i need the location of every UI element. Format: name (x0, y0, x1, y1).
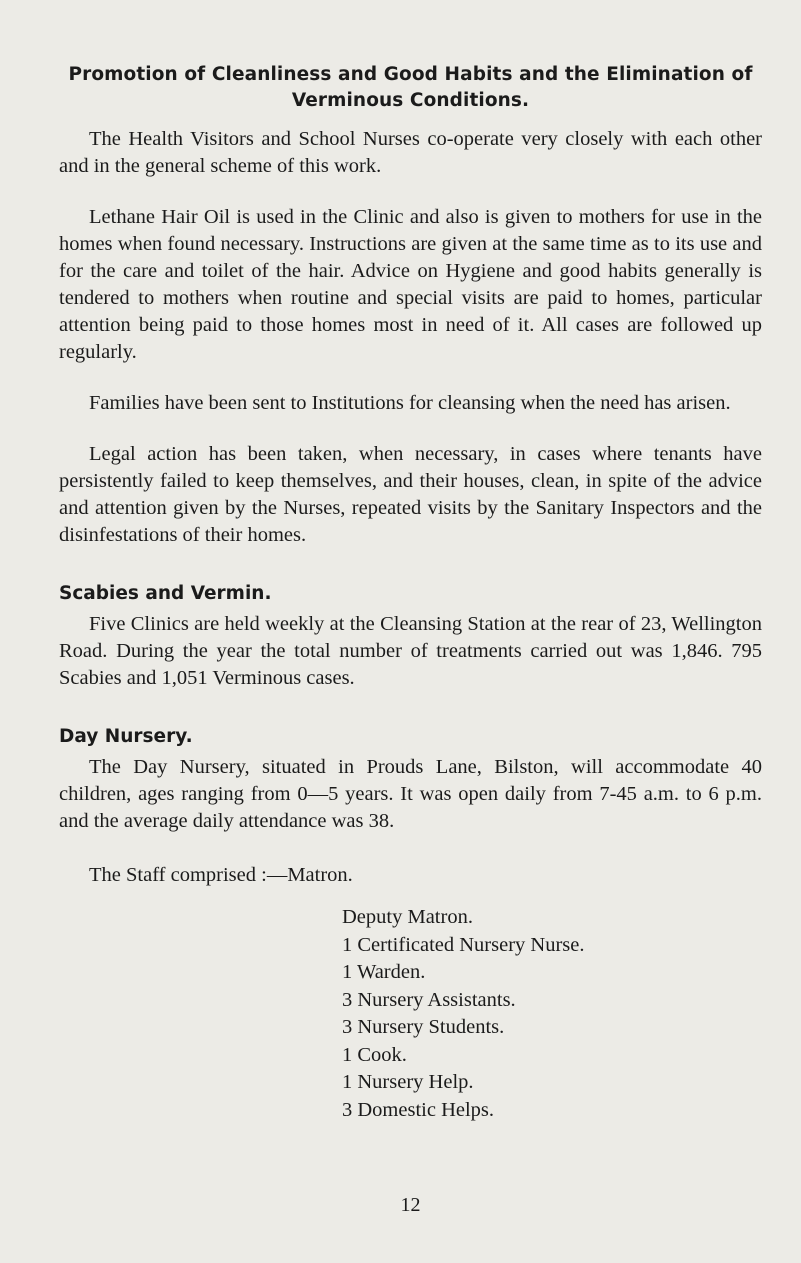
staff-list (342, 904, 585, 1124)
staff-item: 3 Nursery Assistants. (342, 988, 516, 1011)
paragraph-legal-action: Legal action has been taken, when necessary, in cases where tenants have persistently failed to keep themselves, and their houses, clean, in spite of the advice and attention given by the Nurses, repeated visits by the Sanitary Inspectors and the disinfestations of their homes. (59, 443, 762, 546)
staff-item: 3 Nursery Students. (342, 1016, 505, 1038)
document-title: Promotion of Cleanliness and Good Habits and the Elimination of Verminous Conditions. (68, 64, 753, 111)
staff-item: 1 Warden. (342, 961, 426, 983)
staff-item: 1 Cook. (342, 1043, 407, 1066)
staff-item: Deputy Matron. (342, 906, 473, 928)
paragraph-hair-oil: Lethane Hair Oil is used in the Clinic and also is given to mothers for use in the homes when found necessary. Instructions are given at the same time as to its use and for the care and toilet of the hair. Advice on Hygiene and good habits generally is tendered to mothers when routine and special visits are paid to homes, particular attention being paid to those homes most in need of it. All cases are followed up regularly. (59, 206, 762, 363)
heading-scabies: Scabies and Vermin. (59, 583, 272, 604)
paragraph-scabies: Five Clinics are held weekly at the Cleansing Station at the rear of 23, Wellington Road. During the year the total number of treatments carried out was 1,846. 795 Scabies and 1,051 Verminous cases. (59, 613, 762, 689)
paragraph-institutions: Families have been sent to Institutions for cleansing when the need has arisen. (89, 392, 731, 414)
page-number: 12 (400, 1194, 421, 1216)
staff-item: 3 Domestic Helps. (342, 1098, 495, 1121)
staff-intro: The Staff comprised :—Matron. (89, 864, 353, 886)
staff-section (59, 862, 762, 1182)
paragraph-cooperation: The Health Visitors and School Nurses co-operate very closely with each other and in the general scheme of this work. (59, 128, 762, 177)
paragraph-day-nursery: The Day Nursery, situated in Prouds Lane, Bilston, will accommodate 40 children, ages ranging from 0—5 years. It was open daily from 7-45 a.m. to 6 p.m. and the average daily attendance was 38. (59, 756, 762, 832)
heading-day-nursery: Day Nursery. (59, 726, 193, 747)
staff-item: 1 Nursery Help. (342, 1071, 474, 1093)
staff-item: 1 Certificated Nursery Nurse. (342, 933, 585, 956)
page-content (59, 62, 762, 1182)
